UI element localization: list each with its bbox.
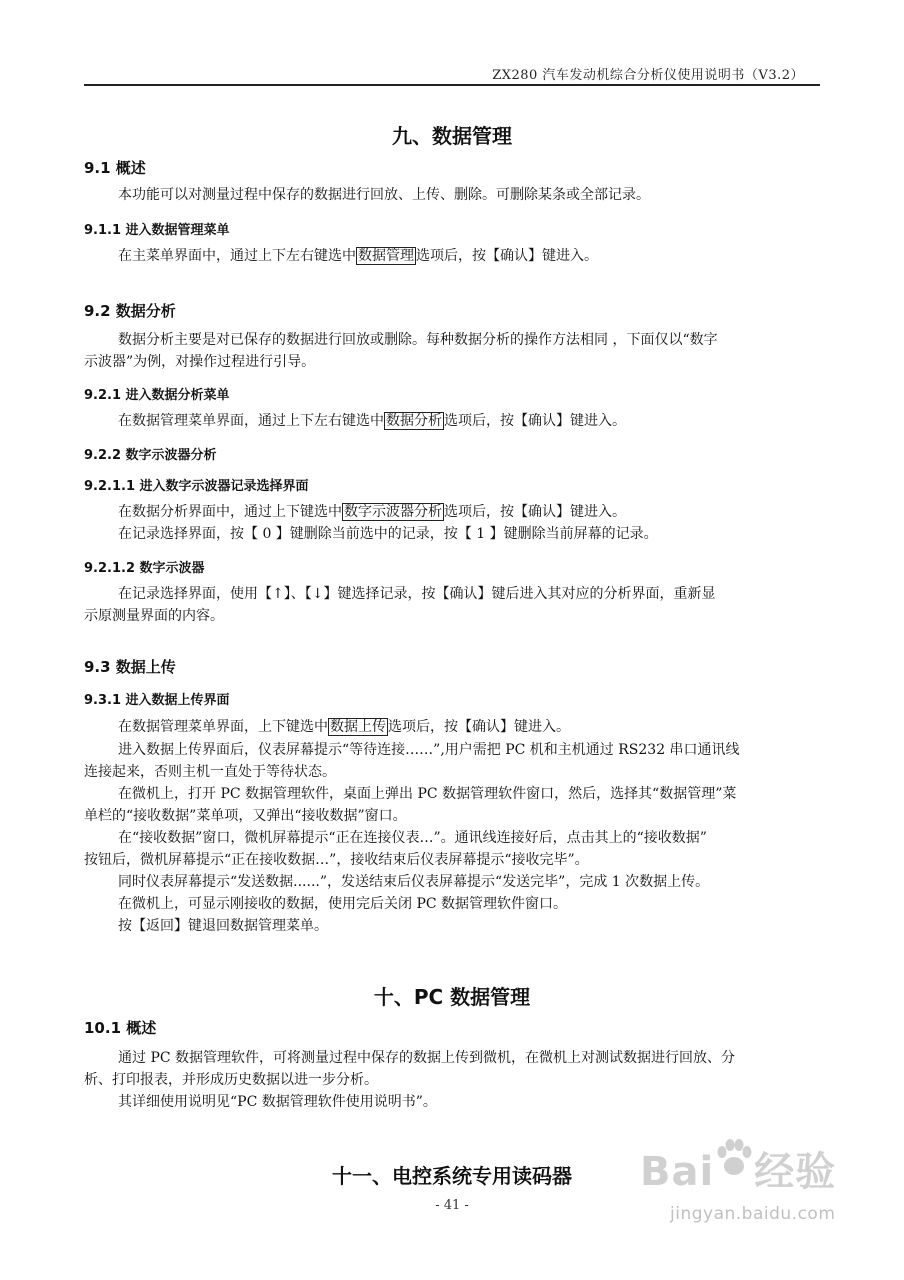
section-9-3-1-line-2: 进入数据上传界面后，仪表屏幕提示“等待连接……”,用户需把 PC 机和主机通过 RS232 串口通讯线 <box>118 742 740 758</box>
section-9-1-1-paragraph <box>84 245 858 267</box>
section-9-3-1-line-8: 同时仪表屏幕提示“发送数据......”，发送结束后仪表屏幕提示“发送完毕”，完成 1 次数据上传。 <box>118 874 710 890</box>
section-9-3-1-line-10: 按【返回】键退回数据管理菜单。 <box>118 918 328 934</box>
section-9-2-1-1-line-2: 在记录选择界面，按【 0 】键删除当前选中的记录，按【 1 】键删除当前屏幕的记录。 <box>118 526 658 542</box>
menu-option-data-analysis: 数据分析 <box>386 413 442 429</box>
section-9-3-1-line-7: 按钮后，微机屏幕提示“正在接收数据…”，接收结束后仪表屏幕提示“接收完毕”。 <box>84 852 589 868</box>
section-9-2-1-2-heading: 9.2.1.2 数字示波器 <box>84 561 205 576</box>
section-9-2-1-2-line-1: 在记录选择界面，使用【↑】、【↓】键选择记录，按【确认】键后进入其对应的分析界面，重新显 <box>118 586 716 602</box>
section-9-2-1-heading: 9.2.1 进入数据分析菜单 <box>84 388 230 403</box>
section-9-2-1-paragraph <box>84 410 858 432</box>
paw-icon <box>712 1136 756 1180</box>
text: 选项后，按【确认】键进入。 <box>388 719 570 735</box>
section-9-3-1-line-4: 在微机上，打开 PC 数据管理软件，桌面上弹出 PC 数据管理软件窗口，然后，选择其“数据管理”菜 <box>118 786 737 802</box>
menu-option-data-management: 数据管理 <box>358 248 414 264</box>
menu-option-data-upload: 数据上传 <box>330 719 386 735</box>
text: 选项后，按【确认】键进入。 <box>444 504 626 520</box>
text: 选项后，按【确认】键进入。 <box>444 413 626 429</box>
menu-option-digital-oscilloscope-analysis: 数字示波器分析 <box>344 504 442 520</box>
section-9-3-1-line-1 <box>84 716 858 738</box>
text: 在数据管理菜单界面，上下键选中 <box>118 719 328 735</box>
section-9-2-1-1-line-1 <box>84 501 858 523</box>
section-9-1-heading: 9.1 概述 <box>84 159 146 177</box>
chapter-9-title: 九、数据管理 <box>392 124 512 148</box>
section-9-2-1-1-heading: 9.2.1.1 进入数字示波器记录选择界面 <box>84 479 309 494</box>
section-9-2-line-1: 数据分析主要是对已保存的数据进行回放或删除。每种数据分析的操作方法相同 ，下面仅以“数字 <box>118 332 718 348</box>
section-9-3-1-line-9: 在微机上，可显示刚接收的数据，使用完后关闭 PC 数据管理软件窗口。 <box>118 896 568 912</box>
section-9-2-1-2-line-2: 示原测量界面的内容。 <box>84 608 224 624</box>
section-9-3-1-line-6: 在“接收数据”窗口，微机屏幕提示“正在连接仪表…”。通讯线连接好后，点击其上的“接收数据” <box>118 830 707 846</box>
chapter-10-title: 十、PC 数据管理 <box>373 985 531 1009</box>
section-9-1-paragraph: 本功能可以对测量过程中保存的数据进行回放、上传、删除。可删除某条或全部记录。 <box>118 187 650 203</box>
section-10-1-line-1: 通过 PC 数据管理软件，可将测量过程中保存的数据上传到微机，在微机上对测试数据进行回放、分 <box>118 1050 736 1066</box>
chapter-11-title: 十一、电控系统专用读码器 <box>332 1164 572 1188</box>
section-9-1-1-heading: 9.1.1 进入数据管理菜单 <box>84 223 230 238</box>
text: 在数据管理菜单界面，通过上下左右键选中 <box>118 413 384 429</box>
text: 在数据分析界面中，通过上下键选中 <box>118 504 342 520</box>
section-9-3-1-line-3: 连接起来，否则主机一直处于等待状态。 <box>84 764 336 780</box>
header-divider <box>84 84 820 86</box>
text: 在主菜单界面中，通过上下左右键选中 <box>118 248 356 264</box>
section-10-1-line-2: 析、打印报表，并形成历史数据以进一步分析。 <box>84 1072 378 1088</box>
page-number: - 41 - <box>435 1198 469 1213</box>
section-9-2-2-heading: 9.2.2 数字示波器分析 <box>84 448 217 463</box>
section-10-1-line-3: 其详细使用说明见“PC 数据管理软件使用说明书”。 <box>118 1094 437 1110</box>
section-9-3-1-line-5: 单栏的“接收数据”菜单项，又弹出“接收数据”窗口。 <box>84 808 407 824</box>
text: 选项后，按【确认】键进入。 <box>416 248 598 264</box>
watermark-logo-left: Bai <box>640 1149 715 1195</box>
watermark-url: jingyan.baidu.com <box>670 1204 836 1224</box>
section-10-1-heading: 10.1 概述 <box>84 1019 157 1037</box>
section-9-2-heading: 9.2 数据分析 <box>84 302 176 320</box>
baidu-jingyan-watermark <box>640 1140 880 1250</box>
section-9-2-line-2: 示波器”为例，对操作过程进行引导。 <box>84 354 316 370</box>
section-9-3-1-heading: 9.3.1 进入数据上传界面 <box>84 693 230 708</box>
running-header-title: ZX280 汽车发动机综合分析仪使用说明书（V3.2） <box>492 68 804 83</box>
section-9-3-heading: 9.3 数据上传 <box>84 658 176 676</box>
watermark-logo-right: 经验 <box>754 1149 837 1195</box>
